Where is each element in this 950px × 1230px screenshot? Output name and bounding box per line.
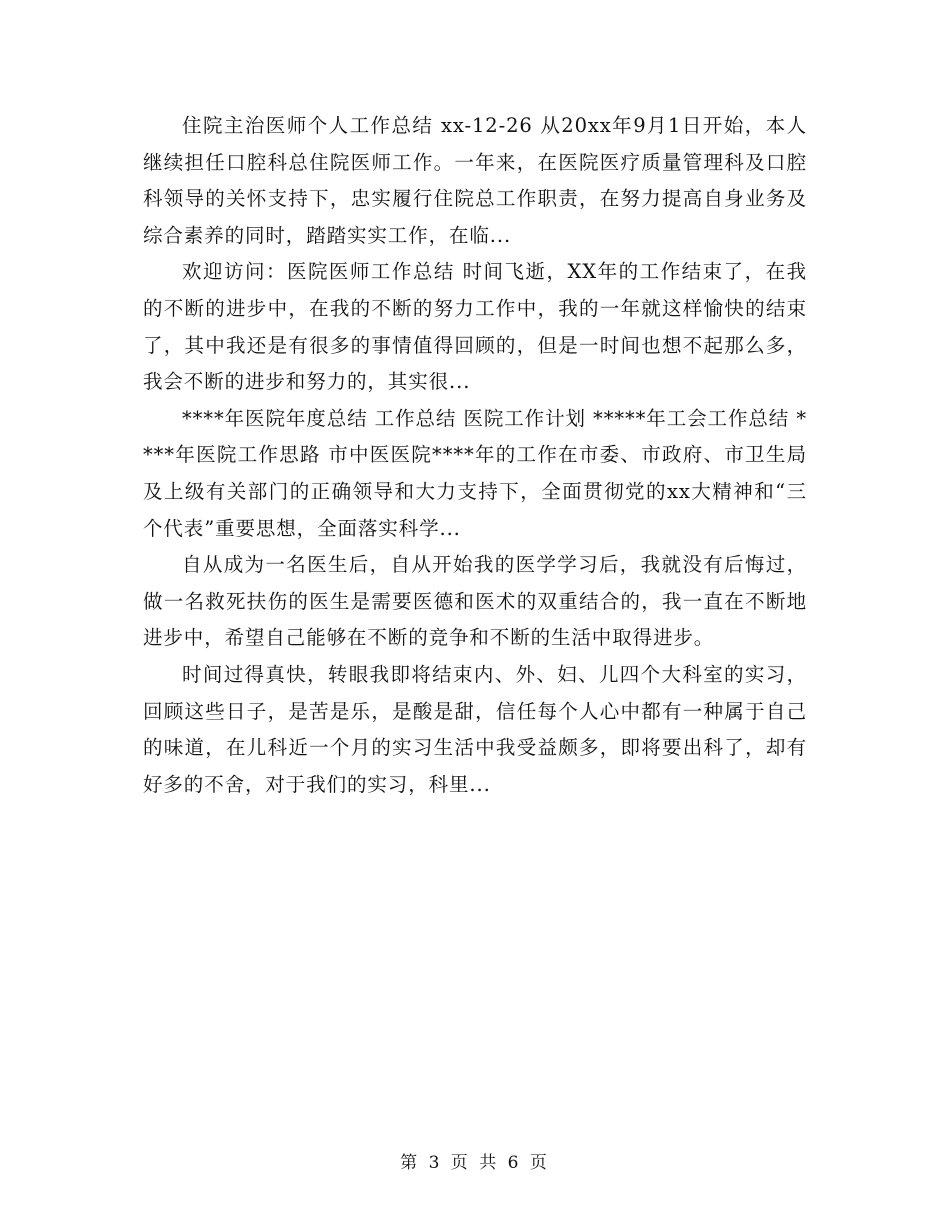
paragraph-5: 时间过得真快，转眼我即将结束内、外、妇、儿四个大科室的实习，回顾这些日子，是苦是乐，是酸是甜，信任每个人心中都有一种属于自己的味道，在儿科近一个月的实习生活中我受益颇多，即将要出科了，却有好多的不舍，对于我们的实习，科里... bbox=[143, 662, 807, 796]
paragraph-4: 自从成为一名医生后，自从开始我的医学学习后，我就没有后悔过，做一名救死扶伤的医生是需要医德和医术的双重结合的，我一直在不断地进步中，希望自己能够在不断的竞争和不断的生活中取得进步。 bbox=[143, 553, 807, 650]
paragraph-2: 欢迎访问：医院医师工作总结 时间飞逝，XX年的工作结束了，在我的不断的进步中，在我的不断的努力工作中，我的一年就这样愉快的结束了，其中我还是有很多的事情值得回顾的，但是一时间也想不起那么多，我会不断的进步和努力的，其实很... bbox=[143, 260, 807, 394]
paragraph-3: ****年医院年度总结 工作总结 医院工作计划 *****年工会工作总结 ****年医院工作思路 市中医医院****年的工作在市委、市政府、市卫生局及上级有关部门的正确领导和大力支持下，全面贯彻党的xx大精神和“三个代表”重要思想，全面落实科学... bbox=[143, 406, 807, 540]
paragraph-1: 住院主治医师个人工作总结 xx-12-26 从20xx年9月1日开始，本人继续担任口腔科总住院医师工作。一年来，在医院医疗质量管理科及口腔科领导的关怀支持下，忠实履行住院总工作职责，在努力提高自身业务及综合素养的同时，踏踏实实工作，在临... bbox=[143, 114, 807, 247]
page-number-footer: 第 3 页 共 6 页 bbox=[400, 1153, 550, 1173]
document-body bbox=[143, 108, 807, 803]
